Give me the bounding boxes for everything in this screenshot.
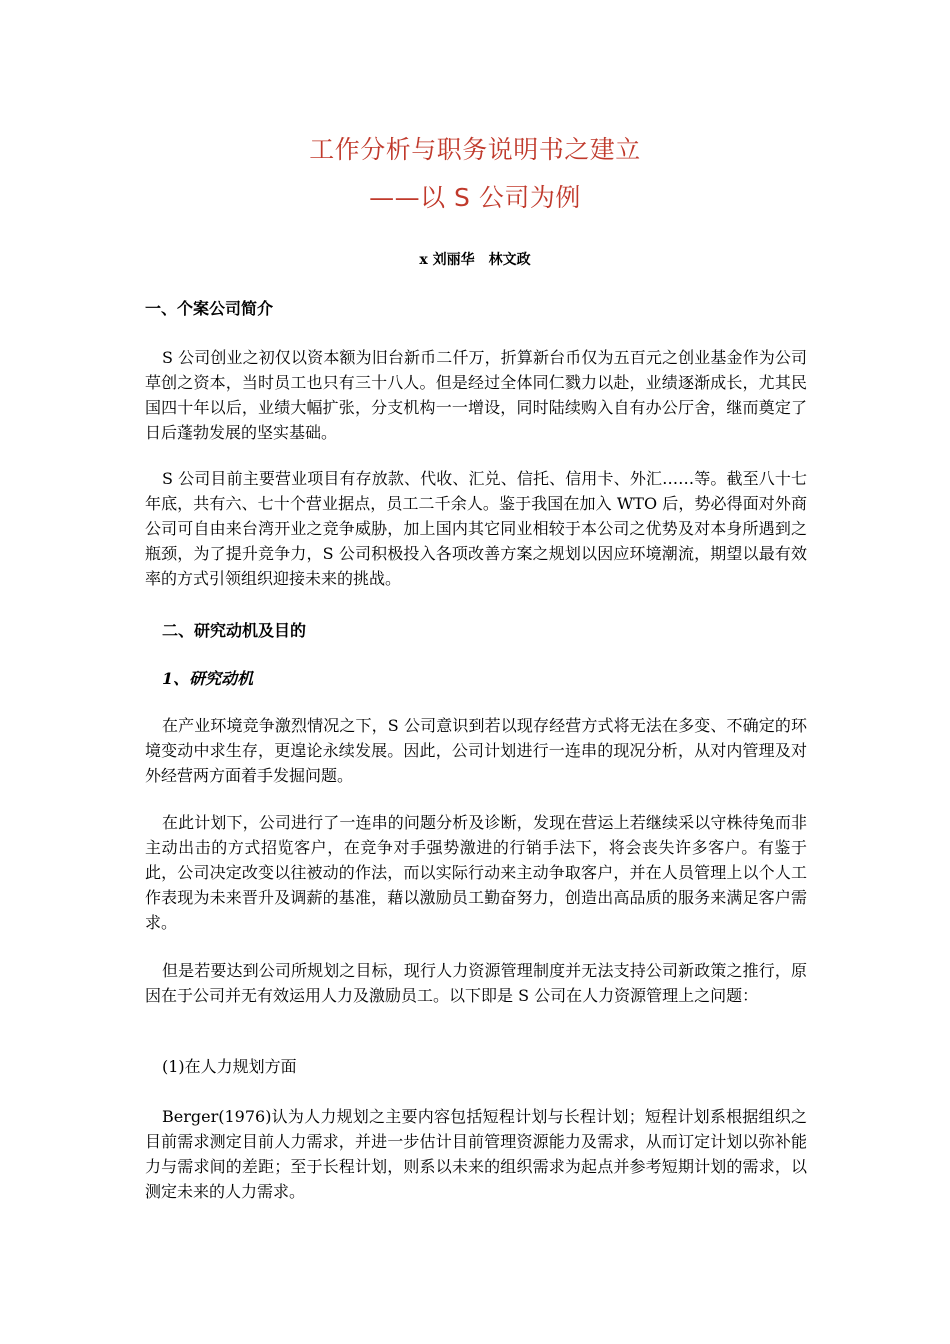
- document-subtitle: ——以 S 公司为例: [369, 183, 581, 212]
- paragraph: 在产业环境竞争激烈情况之下，S 公司意识到若以现存经营方式将无法在多变、不确定的环境变动中求生存，更遑论永续发展。因此，公司计划进行一连串的现况分析，从对内管理及对外经营两方面着手发掘问题。: [145, 716, 807, 785]
- paragraph: 在此计划下，公司进行了一连串的问题分析及诊断，发现在营运上若继续采以守株待兔而非主动出击的方式招览客户，在竞争对手强势激进的行销手法下，将会丧失许多客户。有鉴于此，公司决定改变以往被动的作法，而以实际行动来主动争取客户，并在人员管理上以个人工作表现为未来晋升及调薪的基准，藉以激励员工勤奋努力，创造出高品质的服务来满足客户需求。: [145, 813, 807, 932]
- paragraph: S 公司目前主要营业项目有存放款、代收、汇兑、信托、信用卡、外汇……等。截至八十七年底，共有六、七十个营业据点，员工二千余人。鉴于我国在加入 WTO 后，势必得面对外商公司可自由来台湾开业之竞争威胁，加上国内其它同业相较于本公司之优势及对本身所遇到之瓶颈，为了提升竞争力，S 公司积极投入各项改善方案之规划以因应环境潮流，期望以最有效率的方式引领组织迎接未来的挑战。: [145, 469, 807, 588]
- author-line: x 刘丽华 林文政: [419, 252, 531, 268]
- document-title: 工作分析与职务说明书之建立: [309, 135, 641, 164]
- paragraph: Berger(1976)认为人力规划之主要内容包括短程计划与长程计划；短程计划系根据组织之目前需求测定目前人力需求，并进一步估计目前管理资源能力及需求，从而订定计划以弥补能力与需求间的差距；至于长程计划，则系以未来的组织需求为起点并参考短期计划的需求，以测定未来的人力需求。: [145, 1107, 807, 1201]
- section-heading-company-intro: 一、个案公司简介: [145, 299, 274, 318]
- section-heading-research-motivation: 二、研究动机及目的: [162, 621, 307, 640]
- subsection-heading: 1、研究动机: [162, 669, 254, 688]
- list-item-heading: (1)在人力规划方面: [162, 1057, 297, 1076]
- paragraph: S 公司创业之初仅以资本额为旧台新币二仟万，折算新台币仅为五百元之创业基金作为公司草创之资本，当时员工也只有三十八人。但是经过全体同仁戮力以赴，业绩逐渐成长，尤其民国四十年以后，业绩大幅扩张，分支机构一一增设，同时陆续购入自有办公厅舍，继而奠定了日后蓬勃发展的坚实基础。: [145, 348, 807, 442]
- paragraph: 但是若要达到公司所规划之目标，现行人力资源管理制度并无法支持公司新政策之推行，原因在于公司并无有效运用人力及激励员工。以下即是 S 公司在人力资源管理上之问题：: [145, 961, 807, 1005]
